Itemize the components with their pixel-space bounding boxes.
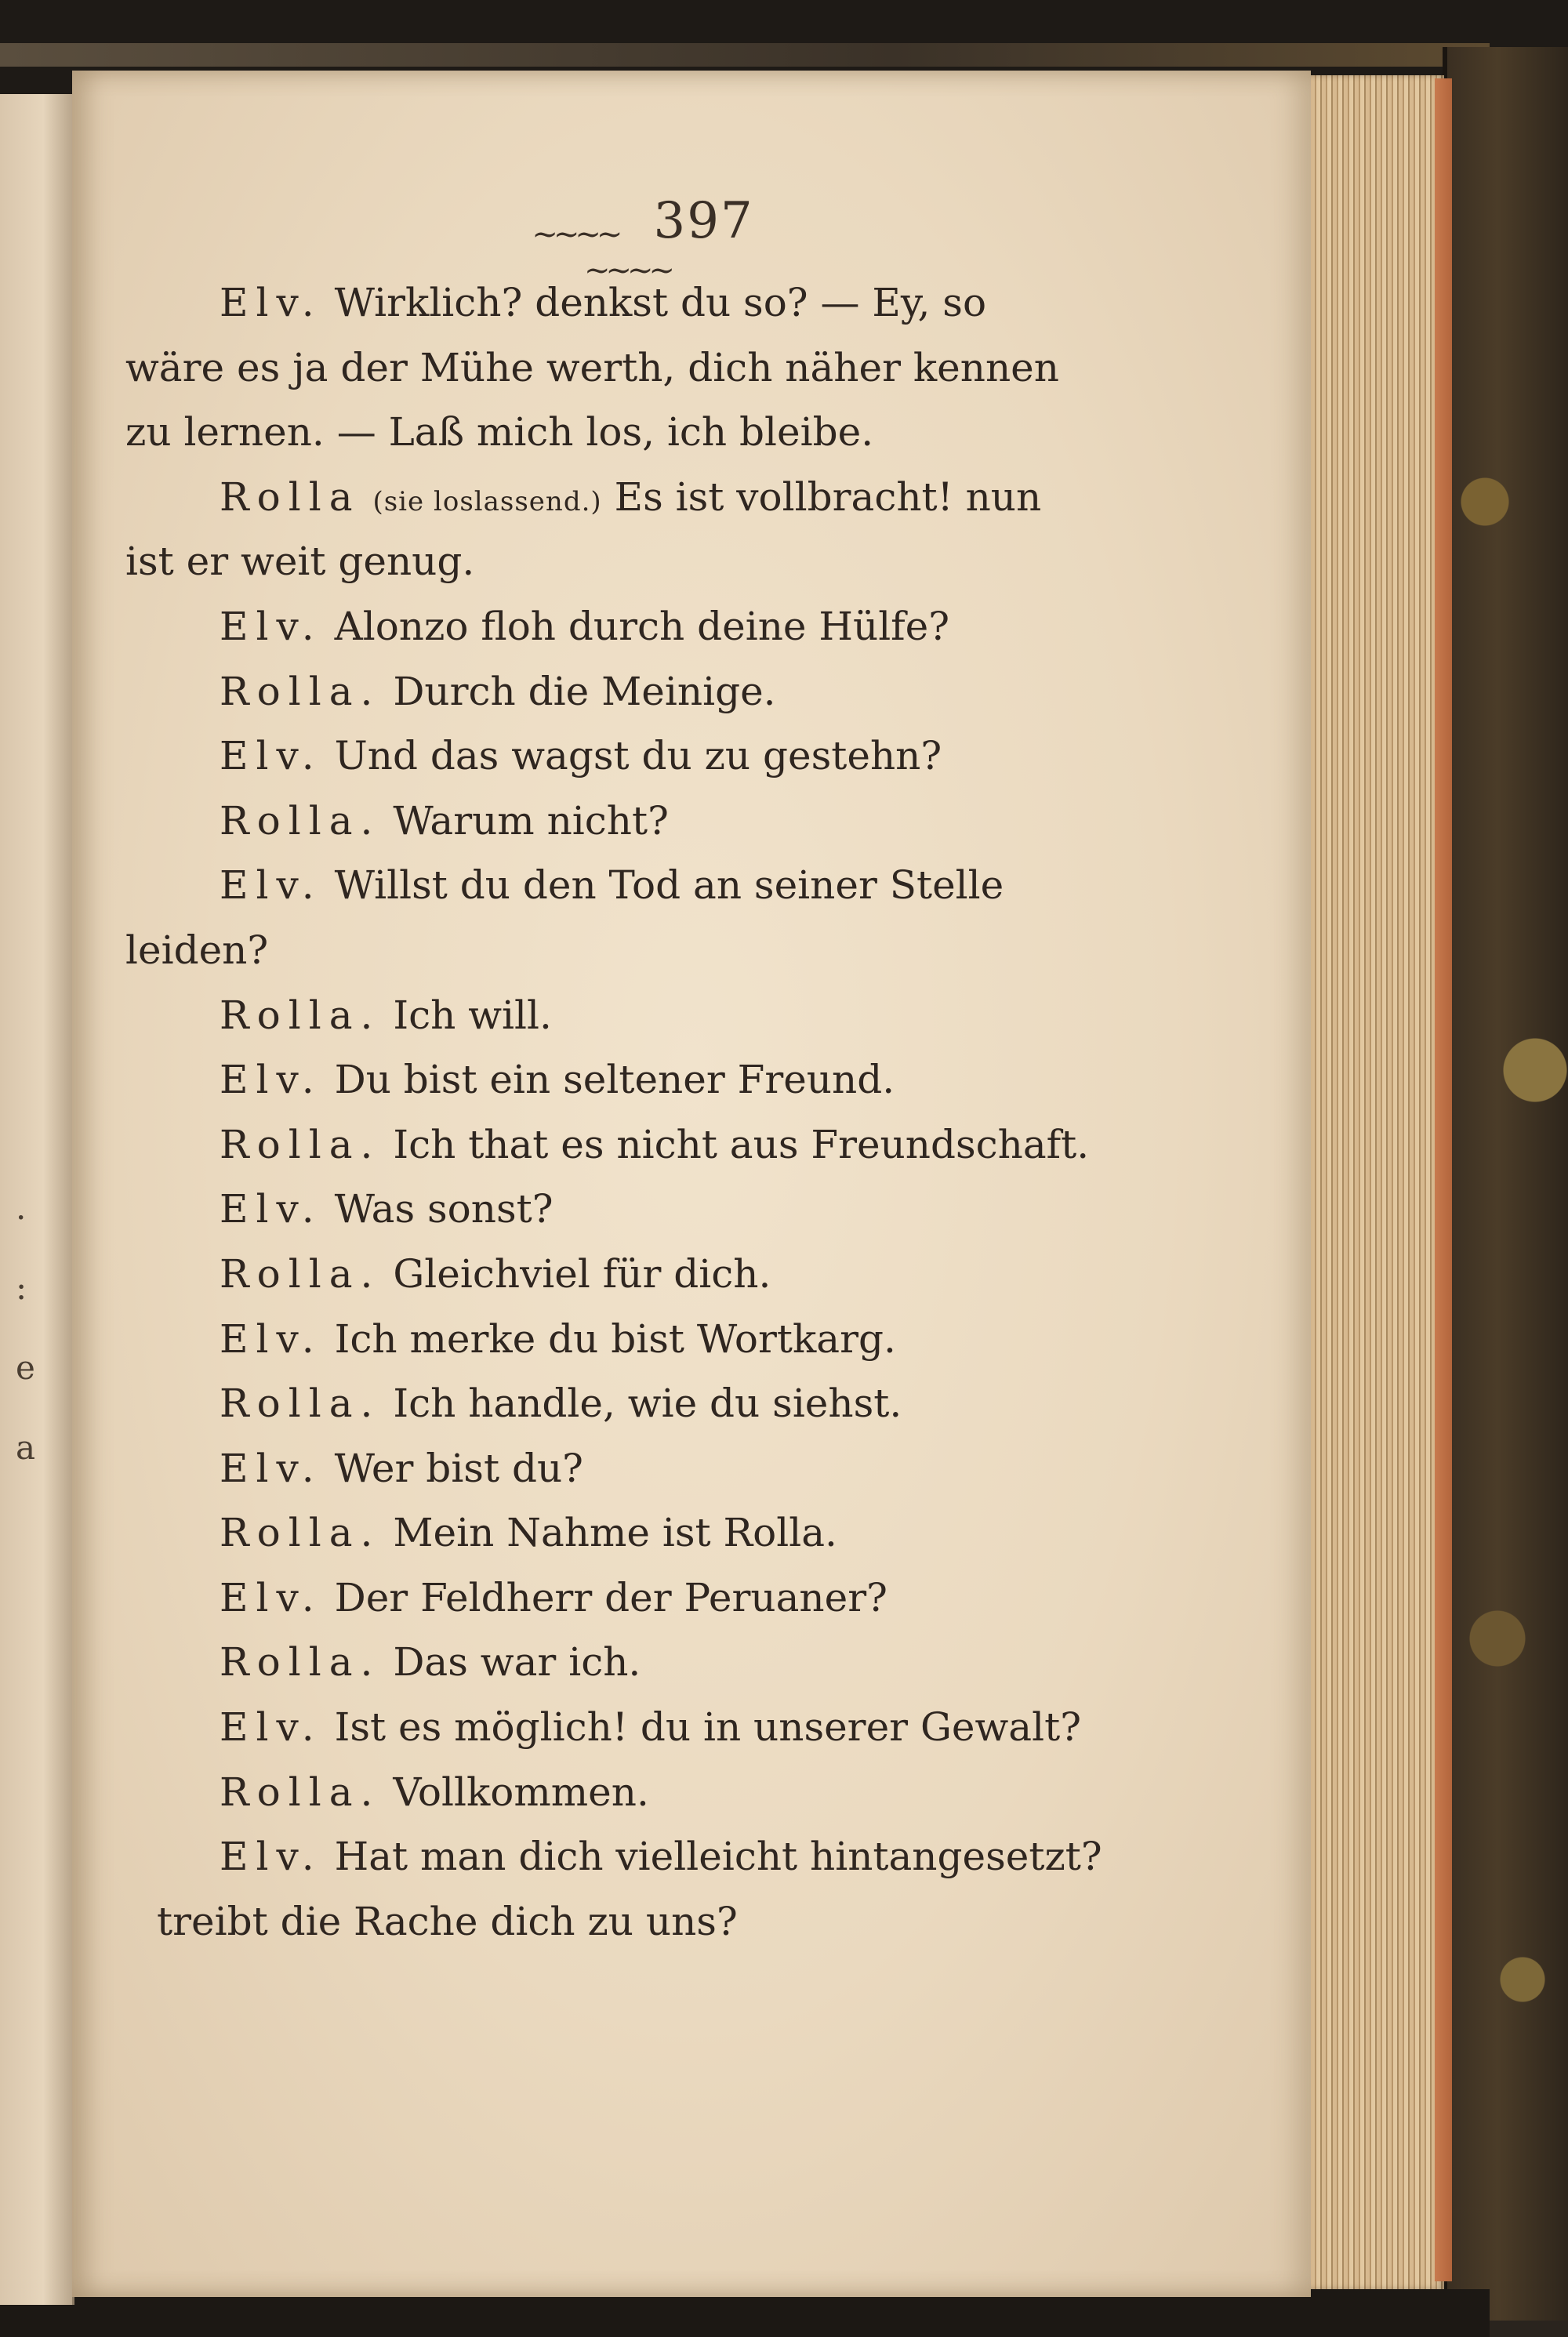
text-line bbox=[125, 918, 1160, 983]
line-text: Durch die Meinige. bbox=[393, 668, 776, 714]
line-text: ist er weit genug. bbox=[125, 539, 475, 585]
text-line bbox=[125, 724, 1160, 789]
speaker-name: Elv. bbox=[220, 1315, 322, 1362]
text-line bbox=[125, 1889, 1160, 1954]
line-text: Es ist vollbracht! nun bbox=[614, 474, 1042, 520]
line-text: Gleichviel für dich. bbox=[393, 1250, 771, 1297]
line-text: Der Feldherr der Peruaner? bbox=[334, 1574, 887, 1620]
ornament-right: ~~~~ bbox=[583, 252, 671, 288]
line-text: Ich that es nicht aus Freundschaft. bbox=[393, 1121, 1090, 1167]
text-line bbox=[125, 336, 1160, 401]
line-text: zu lernen. — Laß mich los, ich bleibe. bbox=[125, 409, 874, 455]
text-line bbox=[125, 1242, 1160, 1307]
line-text: Ich merke du bist Wortkarg. bbox=[334, 1315, 896, 1362]
left-page-bleed-marks: . : e a bbox=[16, 1188, 36, 1467]
text-line bbox=[125, 1824, 1160, 1889]
speaker-name: Rolla bbox=[220, 474, 361, 520]
page-edge-red-stain bbox=[1435, 78, 1452, 2281]
line-text: Warum nicht? bbox=[393, 797, 669, 844]
text-line bbox=[125, 1177, 1160, 1242]
speaker-name: Rolla. bbox=[220, 668, 381, 714]
speaker-name: Rolla. bbox=[220, 1639, 381, 1686]
speaker-name: Elv. bbox=[220, 733, 322, 779]
text-line bbox=[125, 400, 1160, 465]
text-line bbox=[125, 270, 1160, 336]
ornament-left: ~~~~ bbox=[532, 216, 619, 252]
page-block-edges bbox=[1311, 75, 1444, 2289]
speaker-name: Rolla. bbox=[220, 1121, 381, 1167]
stage-direction: (sie loslassend.) bbox=[372, 485, 602, 517]
speaker-name: Elv. bbox=[220, 1834, 322, 1880]
speaker-name: Elv. bbox=[220, 1445, 322, 1491]
line-text: Du bist ein seltener Freund. bbox=[334, 1057, 895, 1103]
speaker-name: Elv. bbox=[220, 280, 322, 325]
line-text: Mein Nahme ist Rolla. bbox=[393, 1510, 837, 1556]
line-text: Ich will. bbox=[393, 992, 552, 1038]
line-text: Und das wagst du zu gestehn? bbox=[334, 733, 942, 779]
line-text: Das war ich. bbox=[393, 1639, 641, 1686]
marbled-book-cover bbox=[1443, 47, 1568, 2321]
book-cover-top-edge bbox=[0, 43, 1490, 67]
text-line bbox=[125, 1307, 1160, 1372]
speaker-name: Rolla. bbox=[220, 1381, 381, 1427]
line-text: Was sonst? bbox=[334, 1186, 554, 1232]
line-text: Wirklich? denkst du so? — Ey, so bbox=[334, 280, 987, 325]
line-text: Vollkommen. bbox=[393, 1769, 649, 1815]
text-line bbox=[125, 1371, 1160, 1436]
text-line bbox=[125, 659, 1160, 724]
text-line bbox=[125, 789, 1160, 854]
text-line bbox=[125, 1436, 1160, 1501]
speaker-name: Elv. bbox=[220, 1574, 322, 1620]
line-text: wäre es ja der Mühe werth, dich näher kennen bbox=[125, 344, 1059, 390]
line-text: Alonzo floh durch deine Hülfe? bbox=[334, 603, 950, 649]
line-text: Wer bist du? bbox=[334, 1445, 583, 1491]
text-line bbox=[125, 1047, 1160, 1112]
text-line bbox=[125, 529, 1160, 594]
line-text: Ich handle, wie du siehst. bbox=[393, 1381, 902, 1427]
text-line bbox=[125, 1112, 1160, 1178]
line-text: leiden? bbox=[125, 927, 269, 973]
page-body-text bbox=[125, 270, 1160, 1954]
text-line bbox=[125, 594, 1160, 659]
speaker-name: Rolla. bbox=[220, 797, 381, 844]
speaker-name: Rolla. bbox=[220, 1250, 381, 1297]
speaker-name: Elv. bbox=[220, 1057, 322, 1103]
text-line bbox=[125, 983, 1160, 1048]
line-text: Willst du den Tod an seiner Stelle bbox=[334, 862, 1004, 909]
speaker-name: Elv. bbox=[220, 603, 322, 649]
speaker-name: Rolla. bbox=[220, 1769, 381, 1815]
speaker-name: Rolla. bbox=[220, 992, 381, 1038]
speaker-name: Elv. bbox=[220, 862, 322, 909]
text-line bbox=[125, 1695, 1160, 1760]
text-line bbox=[125, 1566, 1160, 1631]
text-line bbox=[125, 853, 1160, 918]
speaker-name: Elv. bbox=[220, 1186, 322, 1232]
page-header bbox=[439, 192, 815, 288]
text-line bbox=[125, 1630, 1160, 1695]
text-line bbox=[125, 465, 1160, 530]
speaker-name: Elv. bbox=[220, 1704, 322, 1751]
text-line bbox=[125, 1760, 1160, 1825]
text-line bbox=[125, 1501, 1160, 1566]
line-text: treibt die Rache dich zu uns? bbox=[157, 1898, 738, 1944]
line-text: Ist es möglich! du in unserer Gewalt? bbox=[334, 1704, 1082, 1751]
left-page-edge bbox=[0, 94, 74, 2305]
page-number: 397 bbox=[653, 192, 754, 250]
line-text: Hat man dich vielleicht hintangesetzt? bbox=[334, 1834, 1102, 1880]
speaker-name: Rolla. bbox=[220, 1510, 381, 1556]
